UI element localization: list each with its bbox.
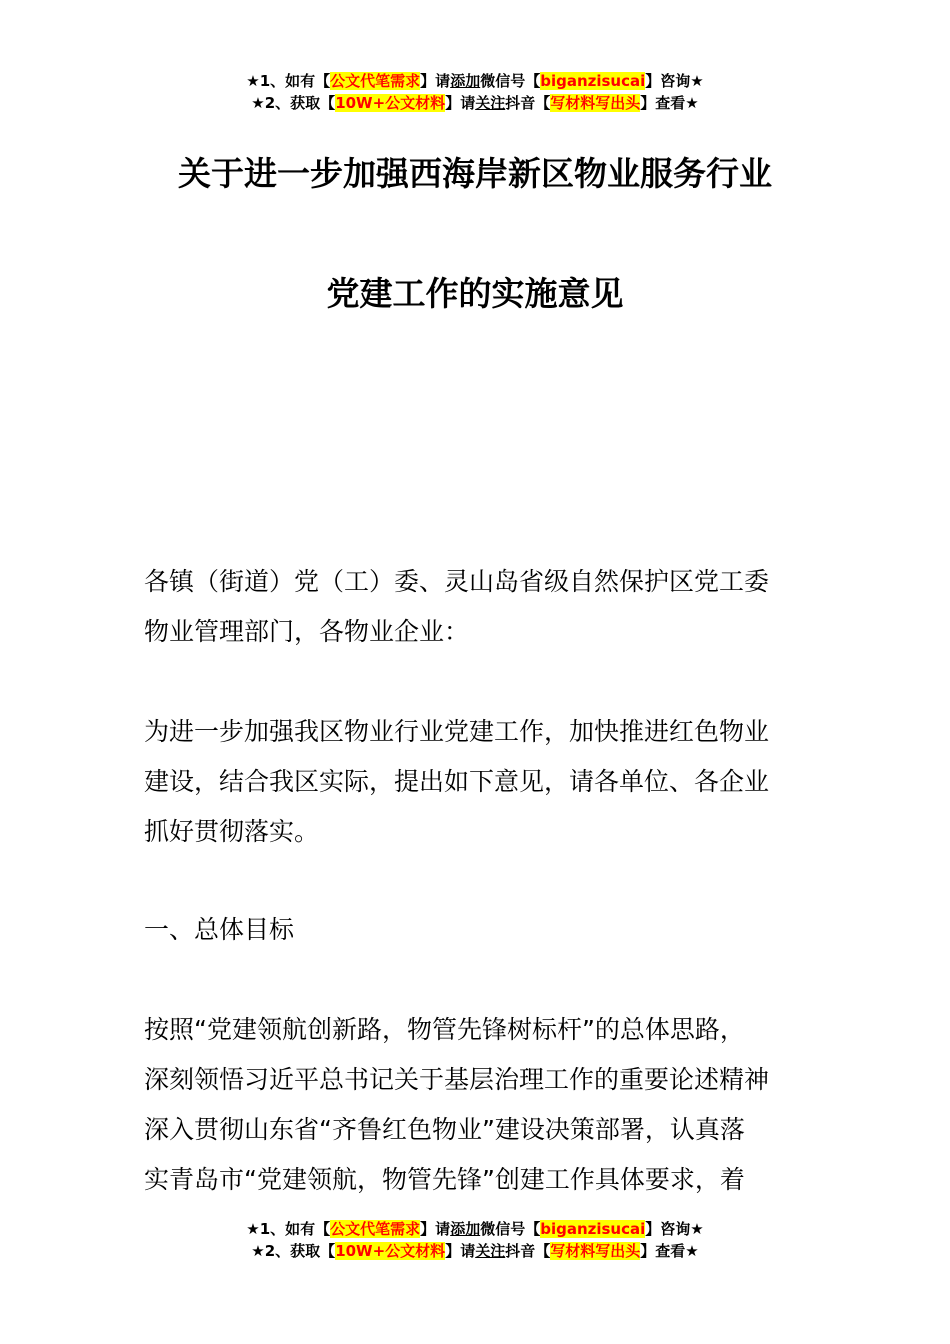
banner-highlight: 10W+公文材料 xyxy=(335,1242,446,1260)
banner-text: ★1、如有【 xyxy=(246,1220,331,1238)
text-line: 为进一步加强我区物业行业党建工作，加快推进红色物业 xyxy=(144,717,770,746)
text-line: 建设，结合我区实际，提出如下意见，请各单位、各企业 xyxy=(144,767,770,796)
banner-underline: 关注 xyxy=(475,1242,506,1260)
banner-text: 】查看★ xyxy=(640,1242,699,1260)
banner-highlight: 公文代笔需求 xyxy=(330,1220,421,1238)
text-line: 深入贯彻山东省“齐鲁红色物业”建设决策部署，认真落 xyxy=(144,1115,745,1144)
section-heading xyxy=(144,905,814,955)
text-line: 物业管理部门，各物业企业： xyxy=(144,617,470,646)
banner-text: 抖音【 xyxy=(505,94,551,112)
banner-highlight: biganzisucai xyxy=(540,1220,646,1238)
banner-highlight: 10W+公文材料 xyxy=(335,94,446,112)
banner-line-1 xyxy=(0,1218,950,1240)
document-title-line-1: 关于进一步加强西海岸新区物业服务行业 xyxy=(178,154,772,193)
banner-text: 】咨询★ xyxy=(645,72,704,90)
banner-line-2 xyxy=(0,92,950,114)
text-line: 各镇（街道）党（工）委、灵山岛省级自然保护区党工委 xyxy=(144,567,770,596)
banner-text: 】请 xyxy=(445,1242,476,1260)
banner-text: 】查看★ xyxy=(640,94,699,112)
banner-text: 微信号【 xyxy=(480,72,541,90)
banner-underline: 添加 xyxy=(450,1220,481,1238)
banner-underline: 添加 xyxy=(450,72,481,90)
banner-text: 】请 xyxy=(420,72,451,90)
text-line: 深刻领悟习近平总书记关于基层治理工作的重要论述精神 xyxy=(144,1065,770,1094)
document-title-line-2: 党建工作的实施意见 xyxy=(326,274,624,313)
bottom-banner xyxy=(0,1218,950,1262)
top-banner xyxy=(0,70,950,114)
banner-highlight: 公文代笔需求 xyxy=(330,72,421,90)
banner-highlight: biganzisucai xyxy=(540,72,646,90)
banner-underline: 关注 xyxy=(475,94,506,112)
banner-text: 】请 xyxy=(420,1220,451,1238)
section-body-paragraph xyxy=(144,1005,814,1205)
banner-highlight: 写材料写出头 xyxy=(550,1242,641,1260)
text-line: 抓好贯彻落实。 xyxy=(144,817,320,846)
banner-text: 微信号【 xyxy=(480,1220,541,1238)
text-line: 实青岛市“党建领航，物管先锋”创建工作具体要求，着 xyxy=(144,1165,745,1194)
banner-text: ★2、获取【 xyxy=(251,1242,336,1260)
text-line: 一、总体目标 xyxy=(144,915,295,944)
banner-line-2 xyxy=(0,1240,950,1262)
banner-text: ★2、获取【 xyxy=(251,94,336,112)
banner-text: 抖音【 xyxy=(505,1242,551,1260)
banner-text: 】请 xyxy=(445,94,476,112)
text-line: 按照“党建领航创新路，物管先锋树标杆”的总体思路， xyxy=(144,1015,745,1044)
banner-highlight: 写材料写出头 xyxy=(550,94,641,112)
banner-text: ★1、如有【 xyxy=(246,72,331,90)
intro-paragraph xyxy=(144,707,814,857)
addressee-paragraph xyxy=(144,557,814,657)
banner-text: 】咨询★ xyxy=(645,1220,704,1238)
banner-line-1 xyxy=(0,70,950,92)
